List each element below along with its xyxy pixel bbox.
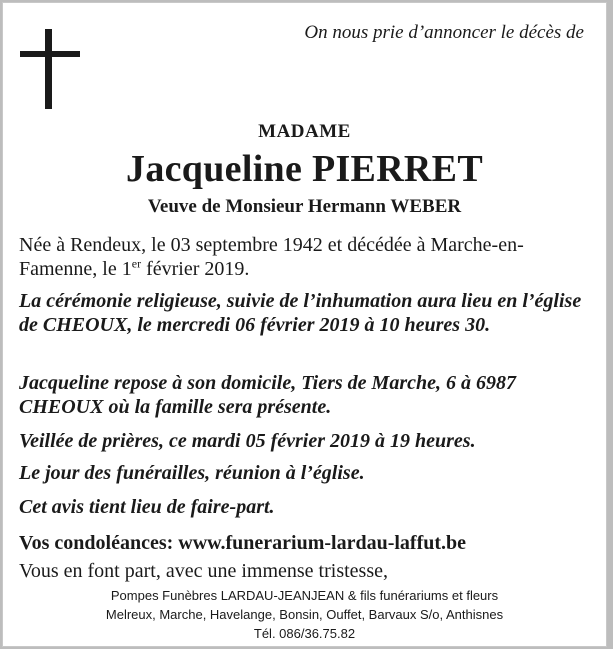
intro-text: On nous prie d’annoncer le décès de (304, 22, 584, 43)
subtitle: Veuve de Monsieur Hermann WEBER (147, 196, 462, 217)
deceased-name: Jacqueline PIERRET (126, 148, 483, 190)
meeting-info: Le jour des funérailles, réunion à l’église. (19, 462, 365, 484)
ceremony-info: La cérémonie religieuse, suivie de l’inhumation aura lieu en l’église de CHEOUX, le mercredi 06 février 2019 à 10 heures 30. (19, 290, 582, 336)
repose-info: Jacqueline repose à son domicile, Tiers de Marche, 6 à 6987 CHEOUX où la famille sera présente. (19, 372, 516, 418)
obituary-notice (2, 2, 607, 647)
funeral-home-locations: Melreux, Marche, Havelange, Bonsin, Ouffet, Barvaux S/o, Anthisnes (105, 607, 504, 622)
condolences-link: Vos condoléances: www.funerarium-lardau-laffut.be (19, 532, 467, 554)
title-prefix: MADAME (258, 121, 351, 142)
vigil-info: Veillée de prières, ce mardi 05 février 2019 à 19 heures. (19, 430, 476, 452)
birth-death-info: Née à Rendeux, le 03 septembre 1942 et décédée à Marche-en-Famenne, le 1er février 2019. (19, 234, 524, 280)
closing-text: Vous en font part, avec une immense tristesse, (19, 560, 388, 582)
funeral-home-phone: Tél. 086/36.75.82 (253, 626, 356, 641)
notice-info: Cet avis tient lieu de faire-part. (19, 496, 275, 518)
funeral-home-name: Pompes Funèbres LARDAU-JEANJEAN & fils funérariums et fleurs (110, 588, 499, 603)
cross-icon (20, 29, 80, 109)
